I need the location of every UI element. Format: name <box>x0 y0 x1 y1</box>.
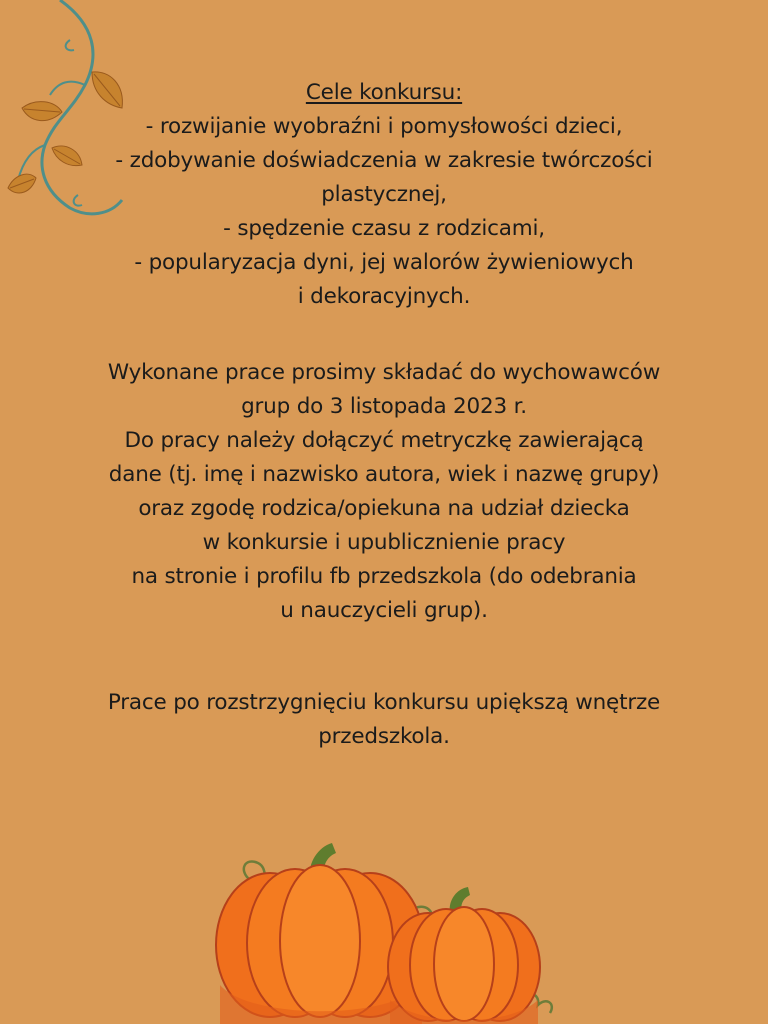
goals-item: i dekoracyjnych. <box>297 284 471 309</box>
submission-section <box>40 356 728 628</box>
submission-line: Wykonane prace prosimy składać do wychowawców <box>107 360 661 385</box>
goals-item: - zdobywanie doświadczenia w zakresie twórczości <box>115 148 653 173</box>
goals-item: - spędzenie czasu z rodzicami, <box>223 216 545 241</box>
goals-item: - rozwijanie wyobraźni i pomysłowości dzieci, <box>145 114 623 139</box>
submission-line: dane (tj. imę i nazwisko autora, wiek i nazwę grupy) <box>108 462 660 487</box>
submission-line: na stronie i profilu fb przedszkola (do odebrania <box>131 564 637 589</box>
submission-line: grup do 3 listopada 2023 r. <box>241 394 527 419</box>
submission-line: oraz zgodę rodzica/opiekuna na udział dziecka <box>138 496 630 521</box>
goals-item: plastycznej, <box>321 182 447 207</box>
closing-line: przedszkola. <box>318 724 450 749</box>
closing-line: Prace po rozstrzygnięciu konkursu upiększą wnętrze <box>107 690 661 715</box>
goals-item: - popularyzacja dyni, jej walorów żywieniowych <box>134 250 634 275</box>
submission-line: Do pracy należy dołączyć metryczkę zawierającą <box>124 428 644 453</box>
submission-line: u nauczycieli grup). <box>280 598 488 623</box>
goals-section <box>40 76 728 314</box>
closing-section <box>40 686 728 754</box>
pumpkins-icon <box>210 835 560 1024</box>
submission-line: w konkursie i upublicznienie pracy <box>202 530 566 555</box>
goals-heading: Cele konkursu: <box>305 80 463 105</box>
